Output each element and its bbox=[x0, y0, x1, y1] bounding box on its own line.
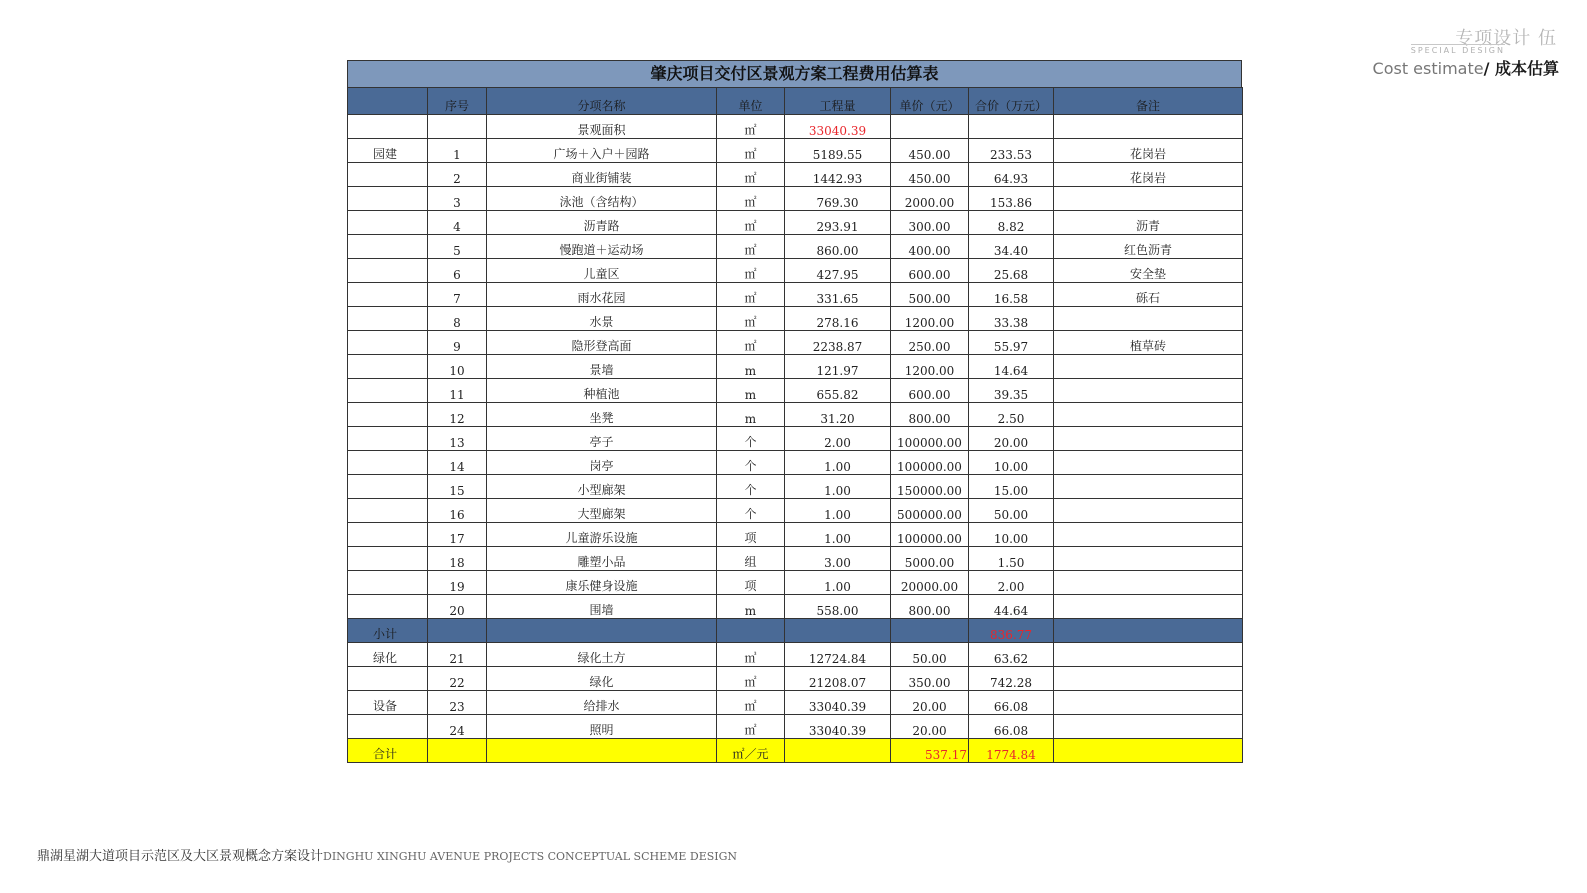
cell-note bbox=[1054, 307, 1243, 331]
cell-price: 5000.00 bbox=[891, 547, 969, 571]
table-row bbox=[348, 211, 1243, 235]
cell-no: 16 bbox=[428, 499, 487, 523]
cell-note bbox=[1054, 427, 1243, 451]
table-row bbox=[348, 307, 1243, 331]
cell-qty: 33040.39 bbox=[785, 115, 891, 139]
cell-qty: 3.00 bbox=[785, 547, 891, 571]
cell-name: 商业街铺装 bbox=[487, 163, 717, 187]
cell-note: 沥青 bbox=[1054, 211, 1243, 235]
cell-no: 22 bbox=[428, 667, 487, 691]
cell-cat bbox=[348, 595, 428, 619]
cell-total: 44.64 bbox=[969, 595, 1054, 619]
cell-no: 18 bbox=[428, 547, 487, 571]
cell-unit: ㎡ bbox=[717, 691, 785, 715]
cell-price: 500.00 bbox=[891, 283, 969, 307]
cell-total: 34.40 bbox=[969, 235, 1054, 259]
cell-qty: 12724.84 bbox=[785, 643, 891, 667]
subtotal-label: 小计 bbox=[348, 619, 428, 643]
cell-cat bbox=[348, 331, 428, 355]
cell-qty: 1442.93 bbox=[785, 163, 891, 187]
cell-cat bbox=[348, 163, 428, 187]
cell-note: 红色沥青 bbox=[1054, 235, 1243, 259]
cell-unit: ㎡ bbox=[717, 187, 785, 211]
cell-no: 9 bbox=[428, 331, 487, 355]
cell-qty: 33040.39 bbox=[785, 715, 891, 739]
cell-name: 照明 bbox=[487, 715, 717, 739]
cell-price: 20.00 bbox=[891, 691, 969, 715]
grand-total-value: 1774.84 bbox=[969, 739, 1054, 763]
cell-qty: 121.97 bbox=[785, 355, 891, 379]
table-row bbox=[348, 475, 1243, 499]
cell-unit: 个 bbox=[717, 475, 785, 499]
cell-price: 100000.00 bbox=[891, 451, 969, 475]
cell-note bbox=[1054, 499, 1243, 523]
cell-total: 10.00 bbox=[969, 523, 1054, 547]
cell-name: 景墙 bbox=[487, 355, 717, 379]
cell-name: 大型廊架 bbox=[487, 499, 717, 523]
cell-no: 8 bbox=[428, 307, 487, 331]
cell-no: 15 bbox=[428, 475, 487, 499]
cell-unit: ㎡ bbox=[717, 259, 785, 283]
cell-note bbox=[1054, 547, 1243, 571]
cell-cat bbox=[348, 403, 428, 427]
cell-no: 6 bbox=[428, 259, 487, 283]
column-header: 工程量 bbox=[785, 88, 891, 115]
cell-name: 康乐健身设施 bbox=[487, 571, 717, 595]
cell-price: 20000.00 bbox=[891, 571, 969, 595]
cell-no: 3 bbox=[428, 187, 487, 211]
footer-en: DINGHU XINGHU AVENUE PROJECTS CONCEPTUAL SCHEME DESIGN bbox=[323, 850, 738, 863]
cell-no: 10 bbox=[428, 355, 487, 379]
cell-cat bbox=[348, 115, 428, 139]
cell-name: 种植池 bbox=[487, 379, 717, 403]
cell-cat bbox=[348, 427, 428, 451]
cell-price bbox=[891, 115, 969, 139]
cell-note bbox=[1054, 667, 1243, 691]
table-row bbox=[348, 451, 1243, 475]
grand-total-row bbox=[348, 739, 1243, 763]
cell-no: 13 bbox=[428, 427, 487, 451]
cell-note bbox=[1054, 187, 1243, 211]
cell-name: 坐凳 bbox=[487, 403, 717, 427]
cell-total: 14.64 bbox=[969, 355, 1054, 379]
cell-unit: ㎡ bbox=[717, 211, 785, 235]
cell-no: 1 bbox=[428, 139, 487, 163]
cell-qty: 278.16 bbox=[785, 307, 891, 331]
cell-price: 100000.00 bbox=[891, 427, 969, 451]
cell-total: 2.00 bbox=[969, 571, 1054, 595]
cell-no: 21 bbox=[428, 643, 487, 667]
cell-price: 300.00 bbox=[891, 211, 969, 235]
cell-qty: 427.95 bbox=[785, 259, 891, 283]
cell-unit: ㎡ bbox=[717, 163, 785, 187]
cell-qty: 655.82 bbox=[785, 379, 891, 403]
cell-total: 25.68 bbox=[969, 259, 1054, 283]
cell-name: 慢跑道＋运动场 bbox=[487, 235, 717, 259]
cell-unit: m bbox=[717, 403, 785, 427]
cell-name: 绿化土方 bbox=[487, 643, 717, 667]
cell-unit: ㎡ bbox=[717, 283, 785, 307]
cell-name: 广场＋入户＋园路 bbox=[487, 139, 717, 163]
cell-note bbox=[1054, 475, 1243, 499]
column-header: 合价（万元） bbox=[969, 88, 1054, 115]
cell-cat bbox=[348, 283, 428, 307]
footer-cn: 鼎湖星湖大道项目示范区及大区景观概念方案设计 bbox=[37, 849, 324, 864]
cell-unit: 项 bbox=[717, 571, 785, 595]
cell-qty: 558.00 bbox=[785, 595, 891, 619]
table-row bbox=[348, 667, 1243, 691]
cell-no: 23 bbox=[428, 691, 487, 715]
table-header-row bbox=[348, 88, 1243, 115]
table-row bbox=[348, 355, 1243, 379]
table-row bbox=[348, 427, 1243, 451]
cell-name: 水景 bbox=[487, 307, 717, 331]
cell-price: 800.00 bbox=[891, 595, 969, 619]
cell-qty: 21208.07 bbox=[785, 667, 891, 691]
subtotal-section bbox=[348, 619, 1243, 643]
table-row bbox=[348, 331, 1243, 355]
table-cell bbox=[891, 619, 969, 643]
cell-name: 围墙 bbox=[487, 595, 717, 619]
cell-unit: 个 bbox=[717, 427, 785, 451]
cell-total: 2.50 bbox=[969, 403, 1054, 427]
table-cell bbox=[428, 739, 487, 763]
section-label: 专项设计 伍 bbox=[1455, 28, 1557, 49]
cell-unit: 个 bbox=[717, 451, 785, 475]
cell-price: 450.00 bbox=[891, 139, 969, 163]
cell-price: 800.00 bbox=[891, 403, 969, 427]
table-row bbox=[348, 715, 1243, 739]
column-header: 单位 bbox=[717, 88, 785, 115]
grand-total-label: 合计 bbox=[348, 739, 428, 763]
cell-note: 花岗岩 bbox=[1054, 163, 1243, 187]
cell-cat bbox=[348, 475, 428, 499]
cell-name: 泳池（含结构） bbox=[487, 187, 717, 211]
cell-no: 2 bbox=[428, 163, 487, 187]
cell-qty: 1.00 bbox=[785, 451, 891, 475]
cell-name: 沥青路 bbox=[487, 211, 717, 235]
table-row bbox=[348, 499, 1243, 523]
cell-name: 隐形登高面 bbox=[487, 331, 717, 355]
cell-cat bbox=[348, 715, 428, 739]
cell-note: 安全垫 bbox=[1054, 259, 1243, 283]
cell-no: 14 bbox=[428, 451, 487, 475]
cell-price: 600.00 bbox=[891, 259, 969, 283]
page-title-cn: / 成本估算 bbox=[1483, 59, 1559, 78]
cell-no: 17 bbox=[428, 523, 487, 547]
table-row bbox=[348, 163, 1243, 187]
table-row bbox=[348, 691, 1243, 715]
cell-qty: 293.91 bbox=[785, 211, 891, 235]
cell-no: 20 bbox=[428, 595, 487, 619]
cell-name: 雨水花园 bbox=[487, 283, 717, 307]
cell-qty: 2.00 bbox=[785, 427, 891, 451]
cell-total: 39.35 bbox=[969, 379, 1054, 403]
table-row bbox=[348, 379, 1243, 403]
table-cell bbox=[428, 619, 487, 643]
cell-price: 450.00 bbox=[891, 163, 969, 187]
cell-qty: 1.00 bbox=[785, 523, 891, 547]
cell-note bbox=[1054, 379, 1243, 403]
cell-name: 给排水 bbox=[487, 691, 717, 715]
cell-note bbox=[1054, 691, 1243, 715]
cell-price: 600.00 bbox=[891, 379, 969, 403]
cell-cat bbox=[348, 523, 428, 547]
cell-unit: m bbox=[717, 355, 785, 379]
cell-cat bbox=[348, 355, 428, 379]
subtotal-value: 836.77 bbox=[969, 619, 1054, 643]
grand-total-unit: ㎡／元 bbox=[717, 739, 785, 763]
cell-note bbox=[1054, 595, 1243, 619]
table-cell bbox=[785, 619, 891, 643]
cell-unit: 项 bbox=[717, 523, 785, 547]
table-row bbox=[348, 139, 1243, 163]
table-cell bbox=[487, 739, 717, 763]
cell-total: 33.38 bbox=[969, 307, 1054, 331]
table-row bbox=[348, 595, 1243, 619]
table-row bbox=[348, 115, 1243, 139]
cell-unit: ㎡ bbox=[717, 139, 785, 163]
cell-no: 7 bbox=[428, 283, 487, 307]
cell-qty: 331.65 bbox=[785, 283, 891, 307]
cell-note bbox=[1054, 115, 1243, 139]
cell-note bbox=[1054, 571, 1243, 595]
cost-table bbox=[347, 87, 1243, 763]
cell-name: 雕塑小品 bbox=[487, 547, 717, 571]
cell-price: 2000.00 bbox=[891, 187, 969, 211]
cell-cat: 园建 bbox=[348, 139, 428, 163]
cell-total: 16.58 bbox=[969, 283, 1054, 307]
column-header: 单价（元） bbox=[891, 88, 969, 115]
cell-cat bbox=[348, 235, 428, 259]
cell-no bbox=[428, 115, 487, 139]
cell-name: 景观面积 bbox=[487, 115, 717, 139]
cell-total: 10.00 bbox=[969, 451, 1054, 475]
cell-no: 24 bbox=[428, 715, 487, 739]
cell-cat bbox=[348, 547, 428, 571]
cell-price: 100000.00 bbox=[891, 523, 969, 547]
column-header: 分项名称 bbox=[487, 88, 717, 115]
section-sublabel: SPECIAL DESIGN bbox=[1410, 46, 1505, 55]
cell-note bbox=[1054, 643, 1243, 667]
page-title bbox=[1373, 56, 1559, 79]
cell-total: 64.93 bbox=[969, 163, 1054, 187]
cell-price: 20.00 bbox=[891, 715, 969, 739]
table-row bbox=[348, 259, 1243, 283]
cell-note bbox=[1054, 523, 1243, 547]
cell-unit: ㎡ bbox=[717, 715, 785, 739]
cell-no: 19 bbox=[428, 571, 487, 595]
table-row bbox=[348, 547, 1243, 571]
cell-note bbox=[1054, 451, 1243, 475]
column-header: 备注 bbox=[1054, 88, 1243, 115]
cell-price: 1200.00 bbox=[891, 355, 969, 379]
cell-no: 11 bbox=[428, 379, 487, 403]
cell-qty: 1.00 bbox=[785, 571, 891, 595]
cell-unit: ㎥ bbox=[717, 643, 785, 667]
table-cell bbox=[1054, 739, 1243, 763]
cell-name: 亭子 bbox=[487, 427, 717, 451]
table-row bbox=[348, 523, 1243, 547]
cell-unit: m bbox=[717, 379, 785, 403]
cell-price: 500000.00 bbox=[891, 499, 969, 523]
cell-total: 20.00 bbox=[969, 427, 1054, 451]
cell-unit: ㎡ bbox=[717, 667, 785, 691]
total-section bbox=[348, 739, 1243, 763]
cell-price: 350.00 bbox=[891, 667, 969, 691]
cell-total: 15.00 bbox=[969, 475, 1054, 499]
cell-qty: 1.00 bbox=[785, 475, 891, 499]
table-row bbox=[348, 235, 1243, 259]
table-body bbox=[348, 115, 1243, 619]
cell-unit: 个 bbox=[717, 499, 785, 523]
grand-total-unit-price: 537.17 bbox=[891, 739, 969, 763]
table-row bbox=[348, 187, 1243, 211]
cell-qty: 31.20 bbox=[785, 403, 891, 427]
cell-no: 5 bbox=[428, 235, 487, 259]
cell-price: 400.00 bbox=[891, 235, 969, 259]
cell-qty: 860.00 bbox=[785, 235, 891, 259]
table-cell bbox=[487, 619, 717, 643]
cell-total: 8.82 bbox=[969, 211, 1054, 235]
cell-price: 250.00 bbox=[891, 331, 969, 355]
cost-table-sheet bbox=[347, 60, 1242, 763]
cell-name: 绿化 bbox=[487, 667, 717, 691]
cell-qty: 1.00 bbox=[785, 499, 891, 523]
cell-name: 小型廊架 bbox=[487, 475, 717, 499]
table-row bbox=[348, 403, 1243, 427]
cell-qty: 5189.55 bbox=[785, 139, 891, 163]
cell-unit: 组 bbox=[717, 547, 785, 571]
cell-cat: 绿化 bbox=[348, 643, 428, 667]
cell-price: 150000.00 bbox=[891, 475, 969, 499]
cell-no: 4 bbox=[428, 211, 487, 235]
cell-total: 66.08 bbox=[969, 715, 1054, 739]
cell-qty: 33040.39 bbox=[785, 691, 891, 715]
table-row bbox=[348, 283, 1243, 307]
column-header bbox=[348, 88, 428, 115]
cell-total: 63.62 bbox=[969, 643, 1054, 667]
cell-total: 55.97 bbox=[969, 331, 1054, 355]
cell-total: 742.28 bbox=[969, 667, 1054, 691]
subtotal-row bbox=[348, 619, 1243, 643]
cell-unit: ㎡ bbox=[717, 115, 785, 139]
cell-no: 12 bbox=[428, 403, 487, 427]
cell-unit: ㎡ bbox=[717, 307, 785, 331]
cell-note: 砾石 bbox=[1054, 283, 1243, 307]
cell-price: 50.00 bbox=[891, 643, 969, 667]
cell-name: 岗亭 bbox=[487, 451, 717, 475]
cell-total: 153.86 bbox=[969, 187, 1054, 211]
cell-total bbox=[969, 115, 1054, 139]
cell-name: 儿童游乐设施 bbox=[487, 523, 717, 547]
cell-cat bbox=[348, 259, 428, 283]
cell-cat: 设备 bbox=[348, 691, 428, 715]
table-row bbox=[348, 643, 1243, 667]
cell-qty: 2238.87 bbox=[785, 331, 891, 355]
table-cell bbox=[785, 739, 891, 763]
cell-total: 233.53 bbox=[969, 139, 1054, 163]
cell-unit: ㎡ bbox=[717, 331, 785, 355]
table-cell bbox=[717, 619, 785, 643]
cell-total: 50.00 bbox=[969, 499, 1054, 523]
table-title: 肇庆项目交付区景观方案工程费用估算表 bbox=[347, 60, 1242, 87]
table-body bbox=[348, 643, 1243, 739]
cell-name: 儿童区 bbox=[487, 259, 717, 283]
cell-note bbox=[1054, 403, 1243, 427]
cell-note: 花岗岩 bbox=[1054, 139, 1243, 163]
cell-price: 1200.00 bbox=[891, 307, 969, 331]
footer bbox=[37, 845, 737, 864]
cell-total: 1.50 bbox=[969, 547, 1054, 571]
cell-qty: 769.30 bbox=[785, 187, 891, 211]
page-title-en: Cost estimate bbox=[1372, 59, 1484, 78]
cell-unit: m bbox=[717, 595, 785, 619]
table-cell bbox=[1054, 619, 1243, 643]
cell-unit: ㎡ bbox=[717, 235, 785, 259]
cell-total: 66.08 bbox=[969, 691, 1054, 715]
cell-cat bbox=[348, 307, 428, 331]
cell-note bbox=[1054, 715, 1243, 739]
cell-note bbox=[1054, 355, 1243, 379]
column-header: 序号 bbox=[428, 88, 487, 115]
cell-cat bbox=[348, 211, 428, 235]
cell-cat bbox=[348, 667, 428, 691]
cell-cat bbox=[348, 499, 428, 523]
cell-cat bbox=[348, 379, 428, 403]
table-row bbox=[348, 571, 1243, 595]
cell-note: 植草砖 bbox=[1054, 331, 1243, 355]
cell-cat bbox=[348, 571, 428, 595]
cell-cat bbox=[348, 187, 428, 211]
cell-cat bbox=[348, 451, 428, 475]
